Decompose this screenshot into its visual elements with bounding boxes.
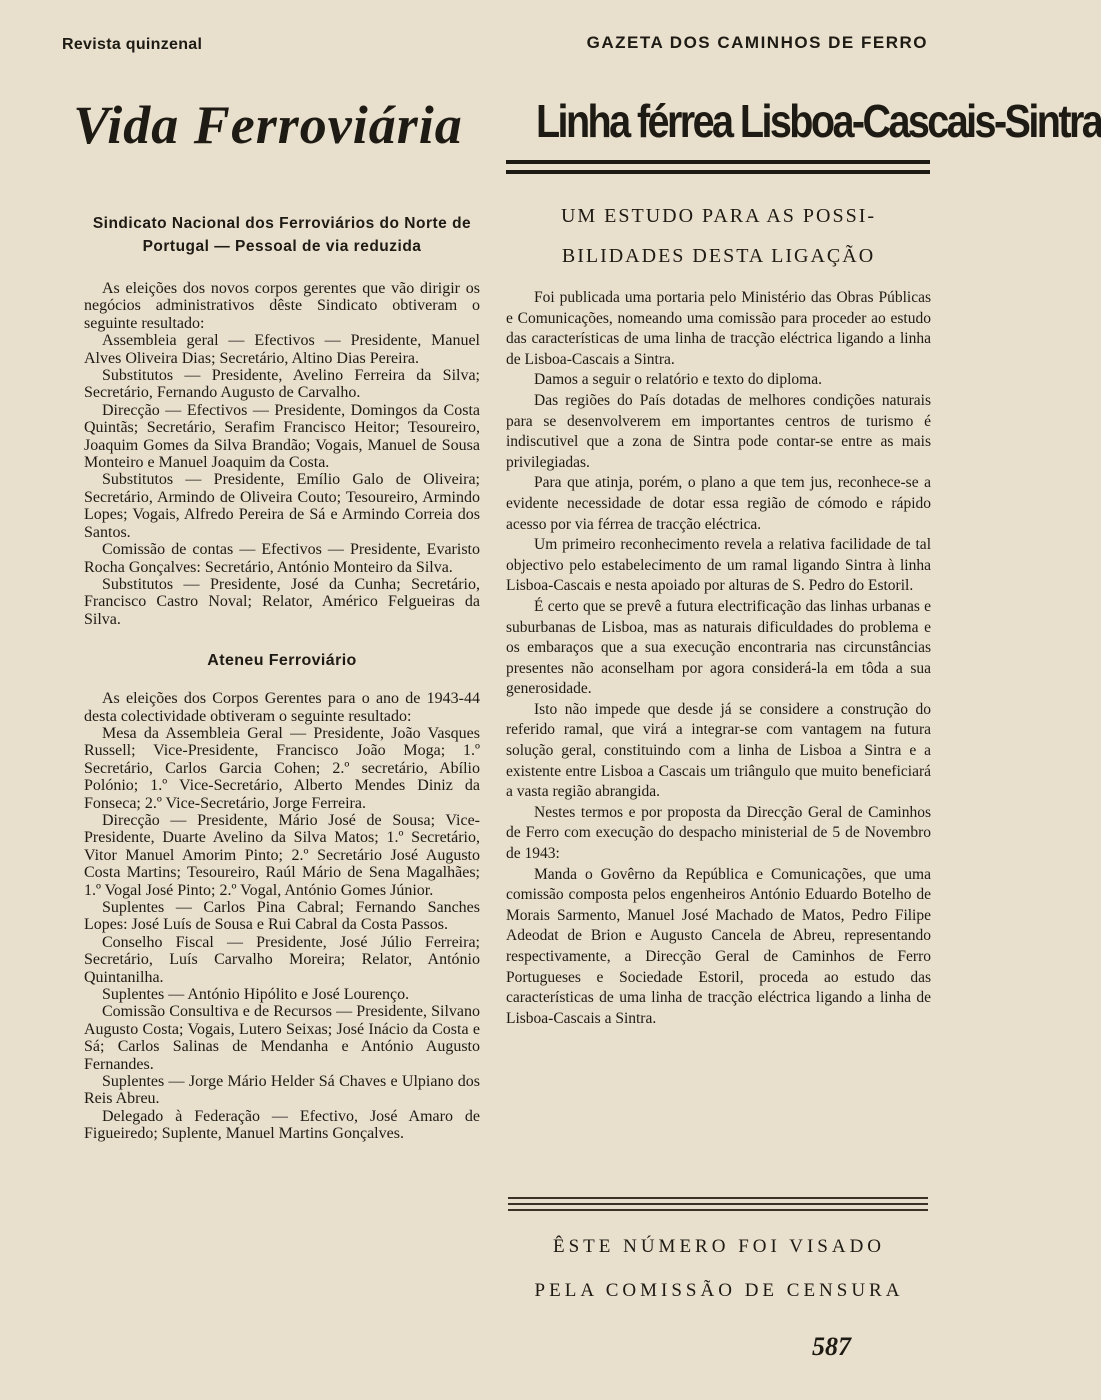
paragraph: Suplentes — Carlos Pina Cabral; Fernando Sanches Lopes: José Luís de Sousa e Rui Cabral da Costa Passos. (84, 899, 480, 934)
divider-line (508, 1197, 928, 1199)
study-heading-line: UM ESTUDO PARA AS POSSI- (560, 205, 877, 227)
paragraph: Suplentes — António Hipólito e José Lourenço. (102, 986, 410, 1004)
header-left: Revista quinzenal (62, 36, 203, 53)
paragraph: Conselho Fiscal — Presidente, José Júlio Ferreira; Secretário, Luís Carvalho Moreira; Relator, António Quintanilha. (84, 933, 480, 986)
divider-line (508, 1203, 928, 1205)
paragraph: Um primeiro reconhecimento revela a relativa facilidade de tal objectivo pelo estabelecimento de um ramal ligando Sintra à linha Lisboa-Cascais e nesta apoiado por alturas de S. Pedro do Estoril. (506, 536, 931, 595)
left-column (84, 212, 480, 1143)
paragraph: Direcção — Efectivos — Presidente, Domingos da Costa Quintãs; Secretário, Serafim Francisco Heitor; Tesoureiro, Joaquim Gomes da Silva Brandão; Vogais, Manuel de Sousa Monteiro e Manuel Joaquim da Costa. (84, 401, 480, 472)
study-heading (506, 196, 931, 276)
censor-note-line-2: PELA COMISSÃO DE CENSURA (534, 1280, 904, 1301)
article-body (506, 288, 931, 1029)
paragraph: Delegado à Federação — Efectivo, José Amaro de Figueiredo; Suplente, Manuel Martins Gonçalves. (84, 1107, 480, 1143)
paragraph: Substitutos — Presidente, José da Cunha; Secretário, Francisco Castro Noval; Relator, Américo Felgueiras da Silva. (84, 575, 480, 628)
section-body-ateneu (84, 690, 480, 1143)
right-column (506, 196, 931, 1029)
study-heading-line: BILIDADES DESTA LIGAÇÃO (561, 245, 876, 267)
paragraph: Substitutos — Presidente, Emílio Galo de Oliveira; Secretário, Armindo de Oliveira Couto; Tesoureiro, Armindo Lopes; Vogais, Alfredo Pereira de Sá e Armindo Correia dos Santos. (84, 471, 480, 541)
paragraph: É certo que se prevê a futura electrificação das linhas urbanas e suburbanas de Lisboa, mas as naturais dificuldades do problema e os embaraços que a sua execução encontraria nas circunstâncias presentes não aconselham por agora considerá-la em tôda a sua generosidade. (506, 597, 931, 698)
paragraph: Nestes termos e por proposta da Direcção Geral de Caminhos de Ferro com execução do despacho ministerial de 5 de Novembro de 1943: (506, 803, 931, 863)
paragraph: Assembleia geral — Efectivos — Presidente, Manuel Alves Oliveira Dias; Secretário, Altino Dias Pereira. (84, 332, 480, 367)
paragraph: Substitutos — Presidente, Avelino Ferreira da Silva; Secretário, Fernando Augusto de Carvalho. (84, 367, 480, 402)
paragraph: Das regiões do País dotadas de melhores condições naturais para se desenvolverem em importantes centros de turismo é indiscutivel que a zona de Sintra pode contar-se entre as mais privilegiadas. (506, 391, 931, 471)
section-body-sindicato (84, 280, 480, 628)
divider-line (508, 1209, 928, 1211)
paragraph: Comissão de contas — Efectivos — Presidente, Evaristo Rocha Gonçalves: Secretário, António Monteiro da Silva. (84, 541, 480, 576)
title-rule-1 (506, 160, 930, 164)
right-title: Linha férrea Lisboa-Cascais-Sintra (535, 95, 1101, 147)
paragraph: Para que atinja, porém, o plano a que tem jus, reconhece-se a evidente necessidade de dotar essa região de cómodo e rápido acesso por via férrea de tracção eléctrica. (506, 474, 931, 533)
title-rule-2 (506, 170, 930, 174)
section-heading-ateneu: Ateneu Ferroviário (207, 652, 357, 670)
paragraph: Manda o Govêrno da República e Comunicações, que uma comissão composta pelos engenheiros António Eduardo Botelho de Morais Sarmento, Manuel José Machado de Matos, Pedro Filipe Adeodat de Brion e Augusto Cancela de Abreu, representando respectivamente, a Direcção Geral de Caminhos de Ferro Portugueses e Sociedade Estoril, proceda ao estudo das características de uma linha de tracção eléctrica ligando a linha de Lisboa-Cascais a Sintra. (506, 865, 931, 1027)
paragraph: Isto não impede que desde já se considere a construção do referido ramal, que virá a integrar-se com vantagem na futura solução geral, constituindo com a linha de Lisboa a Sintra e a existente entre Lisboa a Cascais um triângulo que muito beneficiará a vasta região abrangida. (506, 700, 931, 801)
header-right: GAZETA DOS CAMINHOS DE FERRO (586, 33, 928, 52)
paragraph: Comissão Consultiva e de Recursos — Presidente, Silvano Augusto Costa; Vogais, Lutero Seixas; José Inácio da Costa e Sá; Carlos Salinas de Mendanha e António Augusto Fernandes. (84, 1003, 480, 1073)
paragraph: Direcção — Presidente, Mário José de Sousa; Vice-Presidente, Duarte Avelino da Silva Matos; 1.º Secretário, Vitor Manuel Amorim Pinto; 2.º Secretário José Augusto Costa Martins; Tesoureiro, Raúl Mário de Sena Magalhães; 1.º Vogal José Pinto; 2.º Vogal, António Gomes Júnior. (84, 811, 480, 899)
paragraph: As eleições dos novos corpos gerentes que vão dirigir os negócios administrativos dêste Sindicato obtiveram o seguinte resultado: (84, 280, 480, 332)
paragraph: As eleições dos Corpos Gerentes para o ano de 1943-44 desta colectividade obtiveram o seguinte resultado: (84, 690, 480, 725)
paragraph: Suplentes — Jorge Mário Helder Sá Chaves e Ulpiano dos Reis Abreu. (84, 1073, 480, 1108)
paragraph: Foi publicada uma portaria pelo Ministério das Obras Públicas e Comunicações, nomeando uma comissão para proceder ao estudo das características de uma linha de tracção eléctrica ligando a linha de Lisboa-Cascais a Sintra. (506, 289, 931, 368)
paragraph: Mesa da Assembleia Geral — Presidente, João Vasques Russell; Vice-Presidente, Francisco João Moga; 1.º Secretário, Carlos Garcia Cohen; 2.º secretário, Abílio Polónio; 1.º Vice-Secretário, Alberto Mendes Diniz da Fonseca; 2.º Vice-Secretário, Jorge Ferreira. (84, 724, 480, 812)
left-title: Vida Ferroviária (73, 95, 463, 155)
paragraph: Damos a seguir o relatório e texto do diploma. (534, 371, 822, 389)
page-number: 587 (812, 1332, 851, 1361)
section-heading-sindicato: Sindicato Nacional dos Ferroviários do Norte de Portugal — Pessoal de via reduzida (92, 215, 472, 255)
censor-note-line-1: ÊSTE NÚMERO FOI VISADO (552, 1236, 886, 1257)
